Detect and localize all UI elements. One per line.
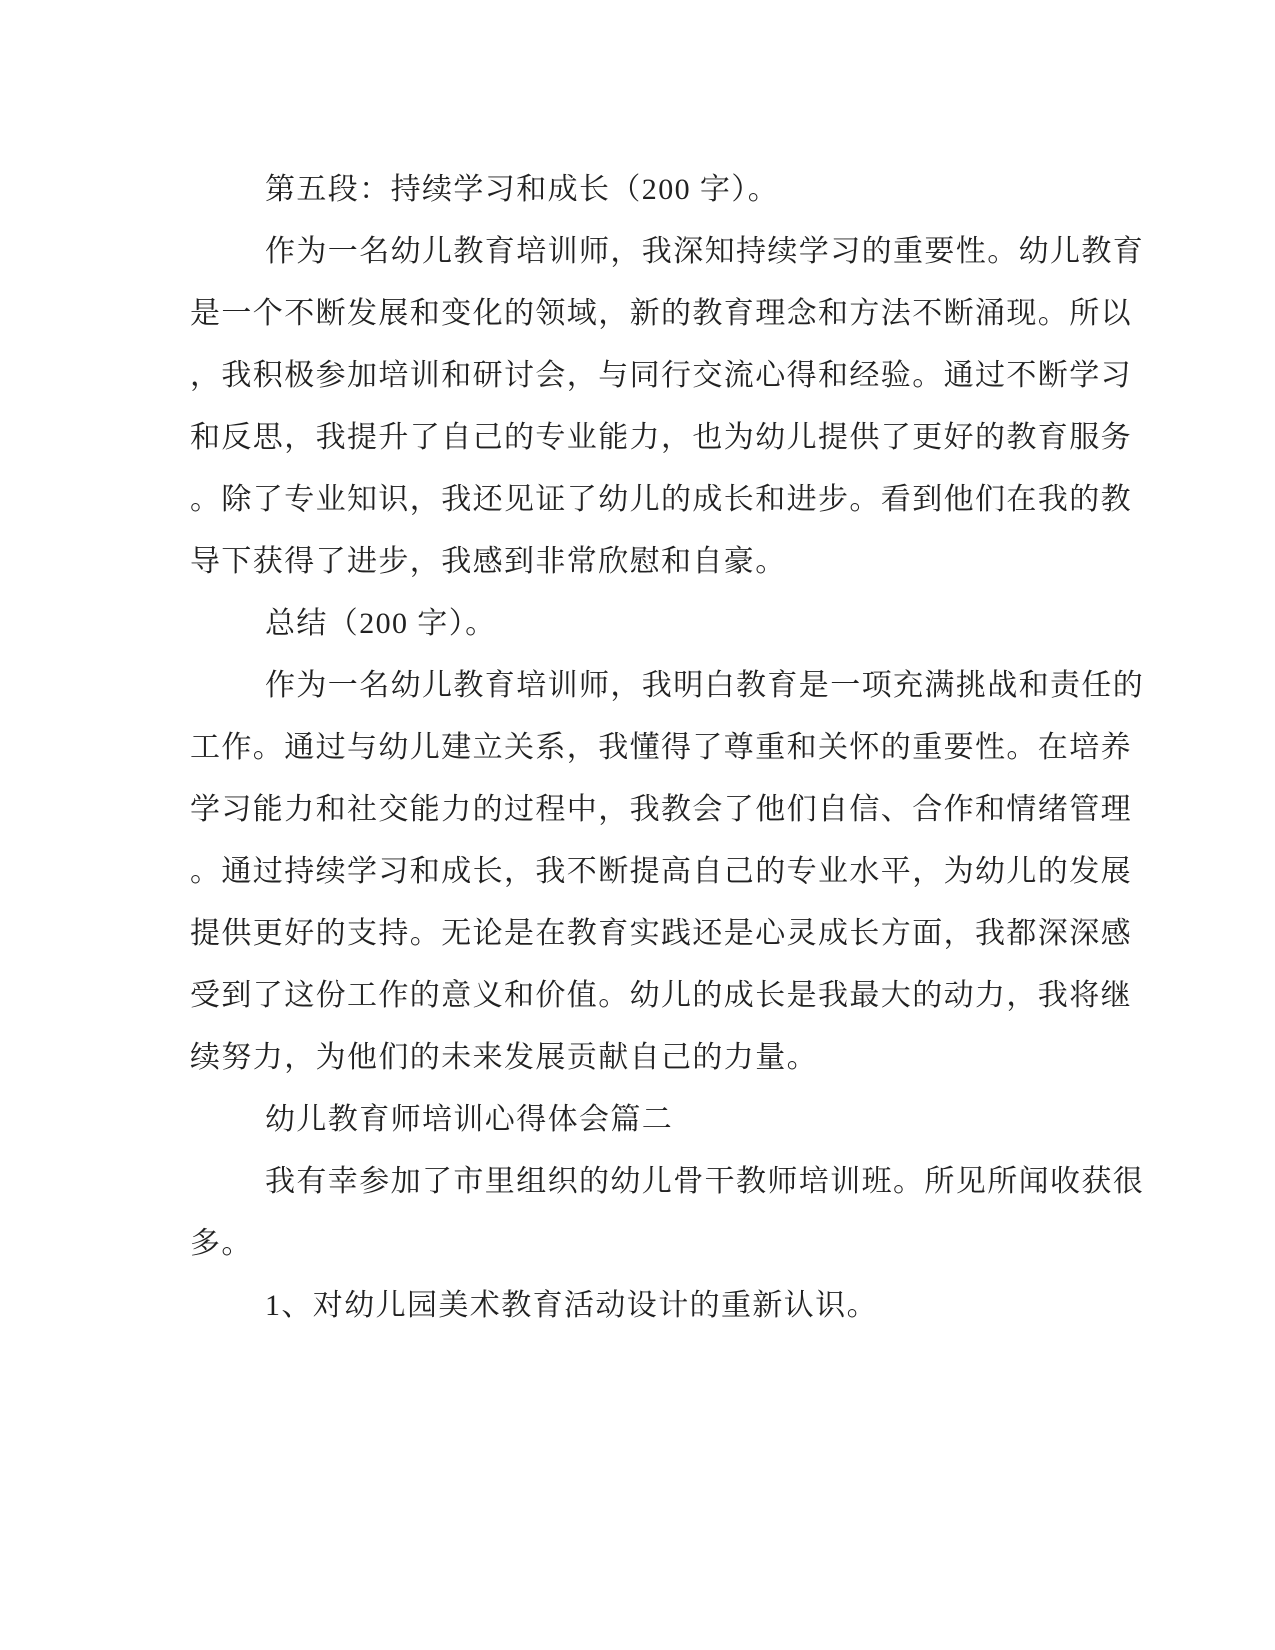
line-body: 导下获得了进步，我感到非常欣慰和自豪。 (190, 545, 787, 578)
line-body: 工作。通过与幼儿建立关系，我懂得了尊重和关怀的重要性。在培养 (190, 731, 1132, 764)
line-summary-heading: 总结（200 字）。 (265, 607, 497, 640)
line-body: 受到了这份工作的意义和价值。幼儿的成长是我最大的动力，我将继 (190, 979, 1132, 1012)
line-body: 续努力，为他们的未来发展贡献自己的力量。 (190, 1041, 818, 1074)
line-part2-title: 幼儿教育师培训心得体会篇二 (265, 1103, 674, 1136)
line-list-item-1: 1、对幼儿园美术教育活动设计的重新认识。 (265, 1289, 878, 1322)
line-body: 作为一名幼儿教育培训师，我深知持续学习的重要性。幼儿教育 (265, 235, 1145, 268)
line-body: 。通过持续学习和成长，我不断提高自己的专业水平，为幼儿的发展 (190, 855, 1132, 888)
line-body: 是一个不断发展和变化的领域，新的教育理念和方法不断涌现。所以 (190, 297, 1132, 330)
line-body: ，我积极参加培训和研讨会，与同行交流心得和经验。通过不断学习 (190, 359, 1132, 392)
line-body: 我有幸参加了市里组织的幼儿骨干教师培训班。所见所闻收获很 (265, 1165, 1145, 1198)
line-body: 提供更好的支持。无论是在教育实践还是心灵成长方面，我都深深感 (190, 917, 1132, 950)
line-body: 学习能力和社交能力的过程中，我教会了他们自信、合作和情绪管理 (190, 793, 1132, 826)
line-body: 和反思，我提升了自己的专业能力，也为幼儿提供了更好的教育服务 (190, 421, 1132, 454)
line-body: 。除了专业知识，我还见证了幼儿的成长和进步。看到他们在我的教 (190, 483, 1132, 516)
line-body: 多。 (190, 1227, 253, 1260)
document-body (190, 159, 1170, 1337)
line-body: 作为一名幼儿教育培训师，我明白教育是一项充满挑战和责任的 (265, 669, 1145, 702)
line-paragraph5-heading: 第五段：持续学习和成长（200 字）。 (265, 173, 780, 206)
